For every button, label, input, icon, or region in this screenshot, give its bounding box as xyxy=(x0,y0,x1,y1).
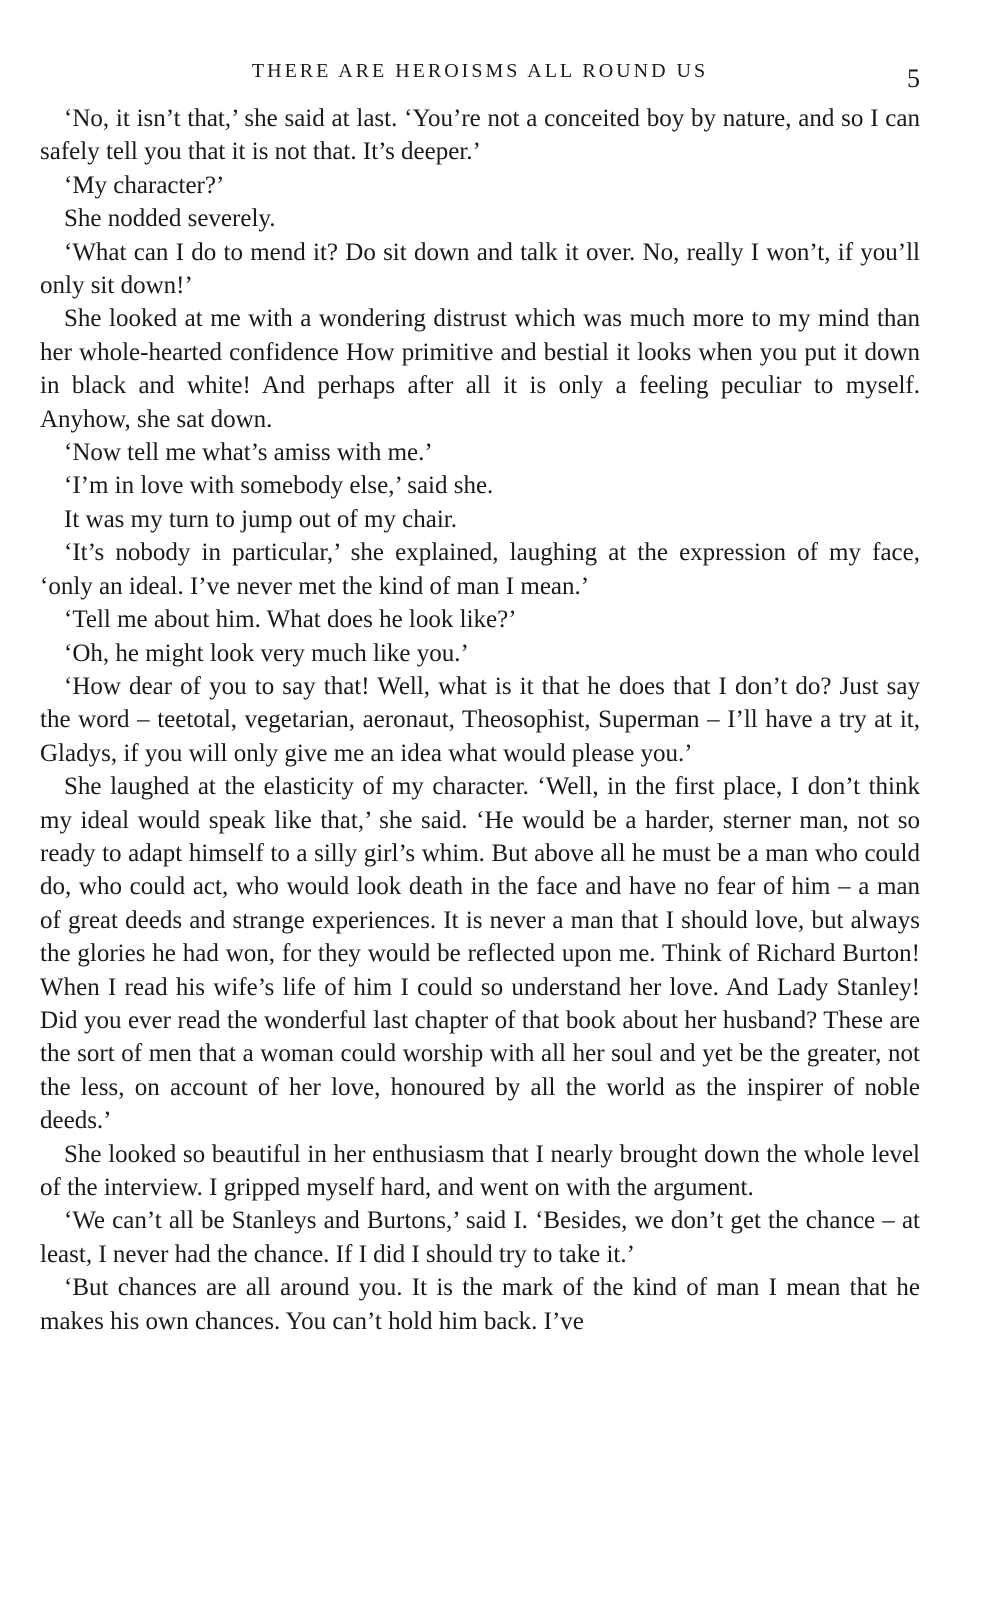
book-page xyxy=(40,54,920,1338)
paragraph: ‘Oh, he might look very much like you.’ xyxy=(64,639,469,667)
paragraph: She looked so beautiful in her enthusiasm that I nearly brought down the whole level of the interview. I gripped myself hard, and went on with the argument. xyxy=(40,1140,920,1201)
paragraph: ‘Tell me about him. What does he look like?’ xyxy=(64,606,517,634)
paragraph: ‘Now tell me what’s amiss with me.’ xyxy=(64,439,433,467)
paragraph: ‘What can I do to mend it? Do sit down and talk it over. No, really I won’t, if you’ll only sit down!’ xyxy=(40,238,920,300)
page-number: 5 xyxy=(907,64,920,93)
running-head xyxy=(40,54,920,94)
paragraph: ‘My character?’ xyxy=(64,171,225,199)
paragraph: It was my turn to jump out of my chair. xyxy=(64,505,458,533)
running-title: THERE ARE HEROISMS ALL ROUND US xyxy=(251,60,709,82)
paragraph: ‘No, it isn’t that,’ she said at last. ‘You’re not a conceited boy by nature, and so I can safely tell you that it is not that. It’s deeper.’ xyxy=(40,105,920,166)
paragraph: ‘I’m in love with somebody else,’ said she. xyxy=(64,472,494,500)
paragraph: ‘It’s nobody in particular,’ she explained, laughing at the expression of my face, ‘only an ideal. I’ve never met the kind of man I mean.’ xyxy=(40,539,920,600)
paragraph: She nodded severely. xyxy=(64,205,276,233)
body-text xyxy=(40,102,920,1338)
paragraph: She laughed at the elasticity of my character. ‘Well, in the first place, I don’t think my ideal would speak like that,’ she said. ‘He would be a harder, sterner man, not so ready to adapt himself to a silly girl’s whim. But above all he must be a man who could do, who could act, who would look death in the face and have no fear of him – a man of great deeds and strange experiences. It is never a man that I should love, but always the glories he had won, for they would be reflected upon me. Think of Richard Burton! When I read his wife’s life of him I could so understand her love. And Lady Stanley! Did you ever read the wonderful last chapter of that book about her husband? These are the sort of men that a woman could worship with all her soul and yet be the greater, not the less, on account of her love, honoured by all the world as the inspirer of noble deeds.’ xyxy=(40,773,920,1135)
paragraph: She looked at me with a wondering distrust which was much more to my mind than her whole-hearted confidence How primitive and bestial it looks when you put it down in black and white! And perhaps after all it is only a feeling peculiar to myself. Anyhow, she sat down. xyxy=(40,305,920,433)
paragraph: ‘How dear of you to say that! Well, what is it that he does that I don’t do? Just say the word – teetotal, vegetarian, aeronaut, Theosophist, Superman – I’ll have a try at it, Gladys, if you will only give me an idea what would please you.’ xyxy=(40,672,920,767)
paragraph: ‘We can’t all be Stanleys and Burtons,’ said I. ‘Besides, we don’t get the chance – at least, I never had the chance. If I did I should try to take it.’ xyxy=(40,1207,920,1268)
paragraph: ‘But chances are all around you. It is the mark of the kind of man I mean that he makes his own chances. You can’t hold him back. I’ve xyxy=(40,1274,920,1335)
